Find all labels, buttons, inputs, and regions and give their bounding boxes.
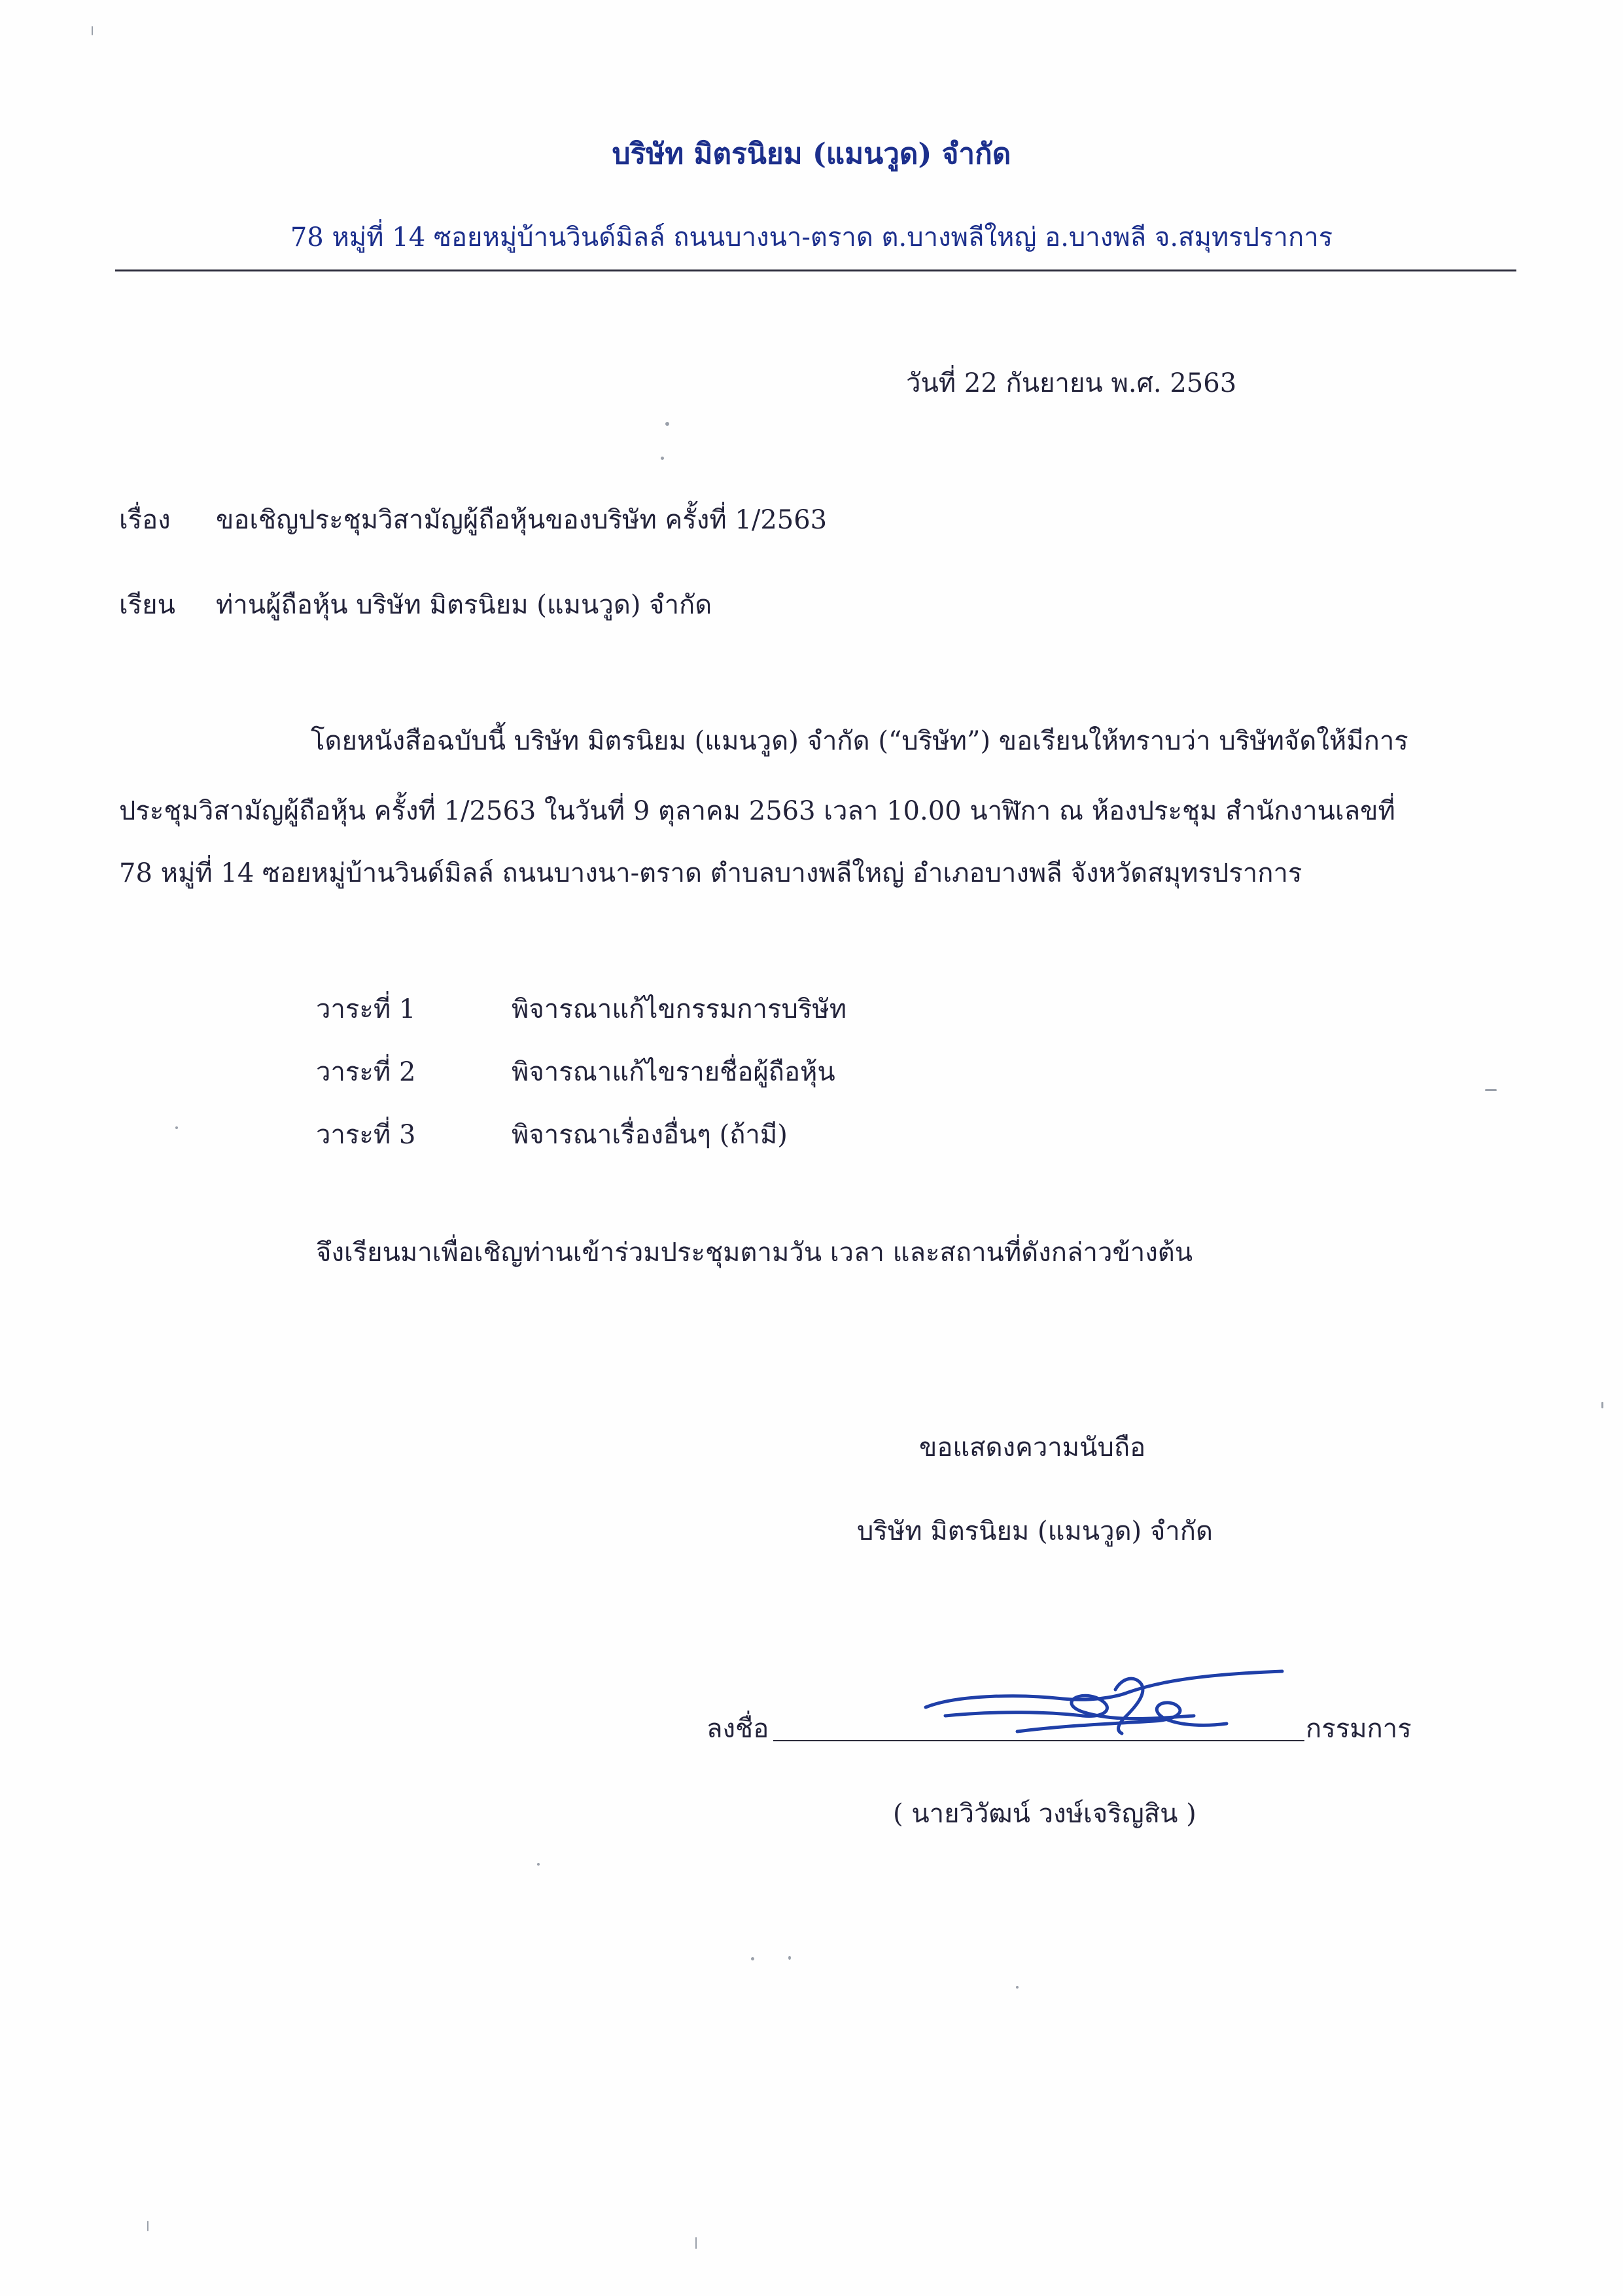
scan-speck [1016, 1986, 1019, 1989]
agenda-item-number: วาระที่ 1 [316, 994, 416, 1024]
scan-speck [695, 2237, 697, 2249]
scan-speck [1485, 1089, 1497, 1091]
body-paragraph-line: ประชุมวิสามัญผู้ถือหุ้น ครั้งที่ 1/2563 ในวันที่ 9 ตุลาคม 2563 เวลา 10.00 นาฬิกา ณ ห้องประชุม สำนักงานเลขที่ [119, 796, 1395, 826]
company-name: บริษัท มิตรนิยม (แมนวูด) จำกัด [612, 137, 1011, 171]
body-paragraph-line: 78 หมู่ที่ 14 ซอยหมู่บ้านวินด์มิลล์ ถนนบางนา-ตราด ตำบลบางพลีใหญ่ อำเภอบางพลี จังหวัดสมุทรปราการ [119, 858, 1302, 888]
header-divider [115, 270, 1516, 271]
complimentary-close: ขอแสดงความนับถือ [919, 1433, 1146, 1463]
handwritten-signature-icon [919, 1658, 1285, 1743]
agenda-item-number: วาระที่ 3 [316, 1120, 416, 1150]
scan-speck [751, 1957, 754, 1960]
signer-company: บริษัท มิตรนิยม (แมนวูด) จำกัด [857, 1516, 1213, 1546]
agenda-item-text: พิจารณาแก้ไขรายชื่อผู้ถือหุ้น [512, 1057, 835, 1087]
agenda-item-text: พิจารณาแก้ไขกรรมการบริษัท [512, 994, 847, 1024]
company-address: 78 หมู่ที่ 14 ซอยหมู่บ้านวินด์มิลล์ ถนนบางนา-ตราด ต.บางพลีใหญ่ อ.บางพลี จ.สมุทรปราการ [290, 222, 1333, 252]
scan-speck [537, 1863, 540, 1866]
recipient-value: ท่านผู้ถือหุ้น บริษัท มิตรนิยม (แมนวูด) จำกัด [216, 590, 712, 620]
agenda-item-number: วาระที่ 2 [316, 1057, 416, 1087]
scan-speck [175, 1126, 178, 1129]
subject-label: เรื่อง [119, 505, 171, 535]
scan-speck [1601, 1402, 1603, 1408]
scan-speck [147, 2221, 148, 2231]
recipient-label: เรียน [119, 590, 175, 620]
body-paragraph-line: โดยหนังสือฉบับนี้ บริษัท มิตรนิยม (แมนวูด) จำกัด (“บริษัท”) ขอเรียนให้ทราบว่า บริษัทจัดให้มีการ [311, 726, 1408, 756]
scan-speck [92, 26, 93, 35]
scan-speck [661, 457, 664, 460]
subject-value: ขอเชิญประชุมวิสามัญผู้ถือหุ้นของบริษัท ครั้งที่ 1/2563 [216, 505, 828, 535]
signer-name: ( นายวิวัฒน์ วงษ์เจริญสิน ) [893, 1799, 1196, 1829]
letter-date: วันที่ 22 กันยายน พ.ศ. 2563 [906, 368, 1237, 398]
agenda-item-text: พิจารณาเรื่องอื่นๆ (ถ้ามี) [512, 1120, 788, 1150]
closing-sentence: จึงเรียนมาเพื่อเชิญท่านเข้าร่วมประชุมตามวัน เวลา และสถานที่ดังกล่าวข้างต้น [316, 1238, 1193, 1268]
scan-speck [788, 1956, 791, 1960]
sign-label: ลงชื่อ [707, 1714, 769, 1744]
scan-speck [665, 422, 669, 426]
signer-title: กรรมการ [1306, 1714, 1412, 1744]
